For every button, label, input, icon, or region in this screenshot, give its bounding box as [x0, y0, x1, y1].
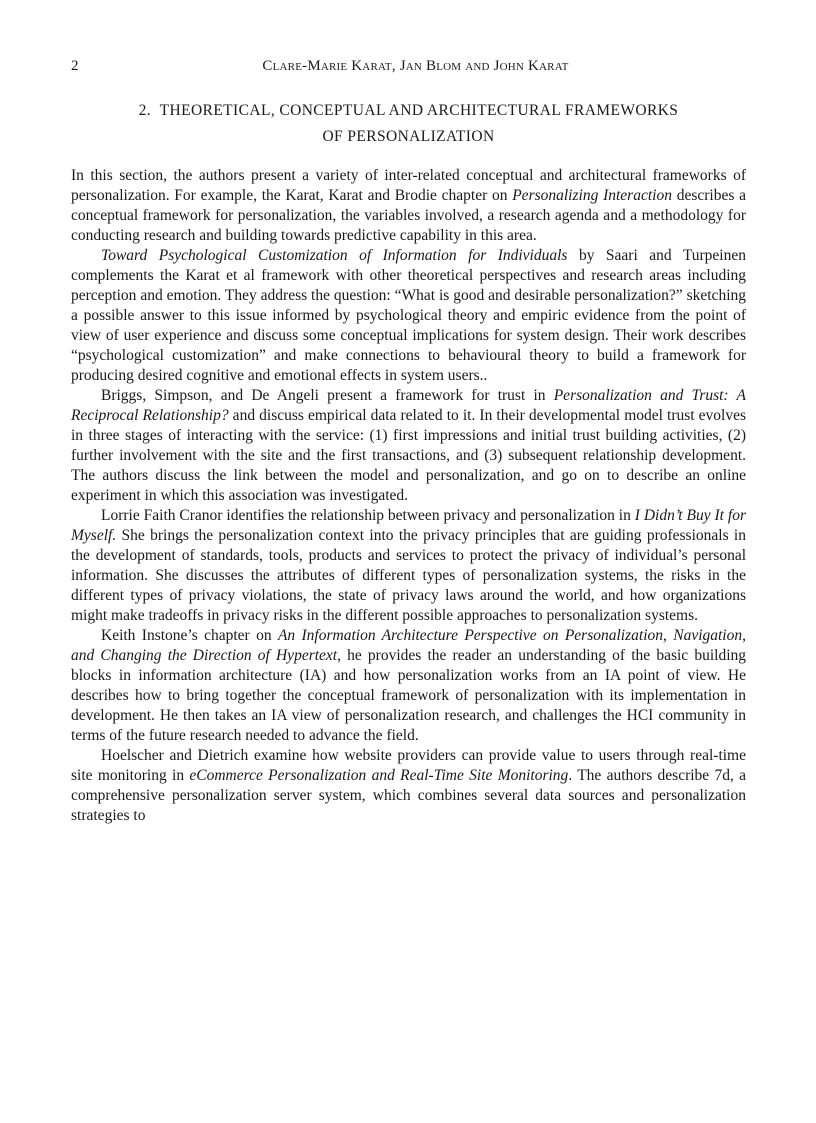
paragraph-3: Briggs, Simpson, and De Angeli present a framework for trust in Personalization and Trust: A Reciprocal Relationship? and discuss empirical data related to it. In their developmental model trust evolves in three stages of interacting with the service: (1) first impressions and initial trust building activities, (2) further involvement with the site and the first transactions, and (3) subsequent relationship development. The authors discuss the link between the model and personalization, and go on to describe an online experiment in which this association was investigated. [71, 387, 746, 504]
section-title-line2: OF PERSONALIZATION [322, 128, 495, 145]
chapter-title: Toward Psychological Customization of Information for Individuals [101, 247, 568, 264]
chapter-title: Personalization and Trust: A Reciprocal Relationship? [71, 387, 746, 424]
header-authors: Clare-Marie Karat, Jan Blom and John Karat [262, 58, 569, 74]
chapter-title: eCommerce Personalization and Real-Time Site Monitoring [189, 767, 569, 784]
section-heading [71, 98, 746, 150]
chapter-title: An Information Architecture Perspective on Personalization, Navigation, and Changing the Direction of Hypertext [71, 627, 746, 664]
section-title-line1: THEORETICAL, CONCEPTUAL AND ARCHITECTURAL FRAMEWORKS [159, 102, 679, 119]
chapter-title: Personalizing Interaction [512, 187, 672, 204]
running-header [71, 54, 746, 78]
paragraph-4: Lorrie Faith Cranor identifies the relationship between privacy and personalization in I Didn’t Buy It for Myself. She brings the personalization context into the privacy principles that are guiding professionals in the development of standards, tools, products and services to protect the privacy of individual’s personal information. She discusses the attributes of different types of personalization systems, the risks in the different types of privacy violations, the state of privacy laws around the world, and how organizations might make tradeoffs in privacy risks in the different possible approaches to personalization systems. [71, 507, 746, 624]
page-number: 2 [71, 58, 79, 74]
chapter-title: I Didn’t Buy It for Myself. [71, 507, 746, 544]
paragraph-2: Toward Psychological Customization of Information for Individuals by Saari and Turpeinen complements the Karat et al framework with other theoretical perspectives and research areas including perception and emotion. They address the question: “What is good and desirable personalization?” sketching a possible answer to this issue informed by psychological theory and empiric evidence from the point of view of user experience and discuss some conceptual implications for system design. Their work describes “psychological customization” and make connections to behavioural theory to build a framework for producing desired cognitive and emotional effects in system users.. [71, 247, 746, 384]
section-number: 2. [138, 102, 152, 119]
paragraph-5: Keith Instone’s chapter on An Information Architecture Perspective on Personalization, Navigation, and Changing the Direction of Hypertext, he provides the reader an understanding of the basic building blocks in information architecture (IA) and how personalization works from an IA point of view. He describes how to bring together the conceptual framework of personalization with its implementation in development. He then takes an IA view of personalization research, and challenges the HCI community in terms of the future research needed to advance the field. [71, 627, 747, 744]
body-text [71, 166, 746, 826]
paragraph-6: Hoelscher and Dietrich examine how website providers can provide value to users through real-time site monitoring in eCommerce Personalization and Real-Time Site Monitoring. The authors describe 7d, a comprehensive personalization server system, which combines several data sources and personalization strategies to [71, 747, 747, 824]
document-page [71, 54, 746, 826]
paragraph-1: In this section, the authors present a variety of inter-related conceptual and architectural frameworks of personalization. For example, the Karat, Karat and Brodie chapter on Personalizing Interaction describes a conceptual framework for personalization, the variables involved, a research agenda and a methodology for conducting research and building towards predictive capability in this area. [71, 167, 746, 244]
